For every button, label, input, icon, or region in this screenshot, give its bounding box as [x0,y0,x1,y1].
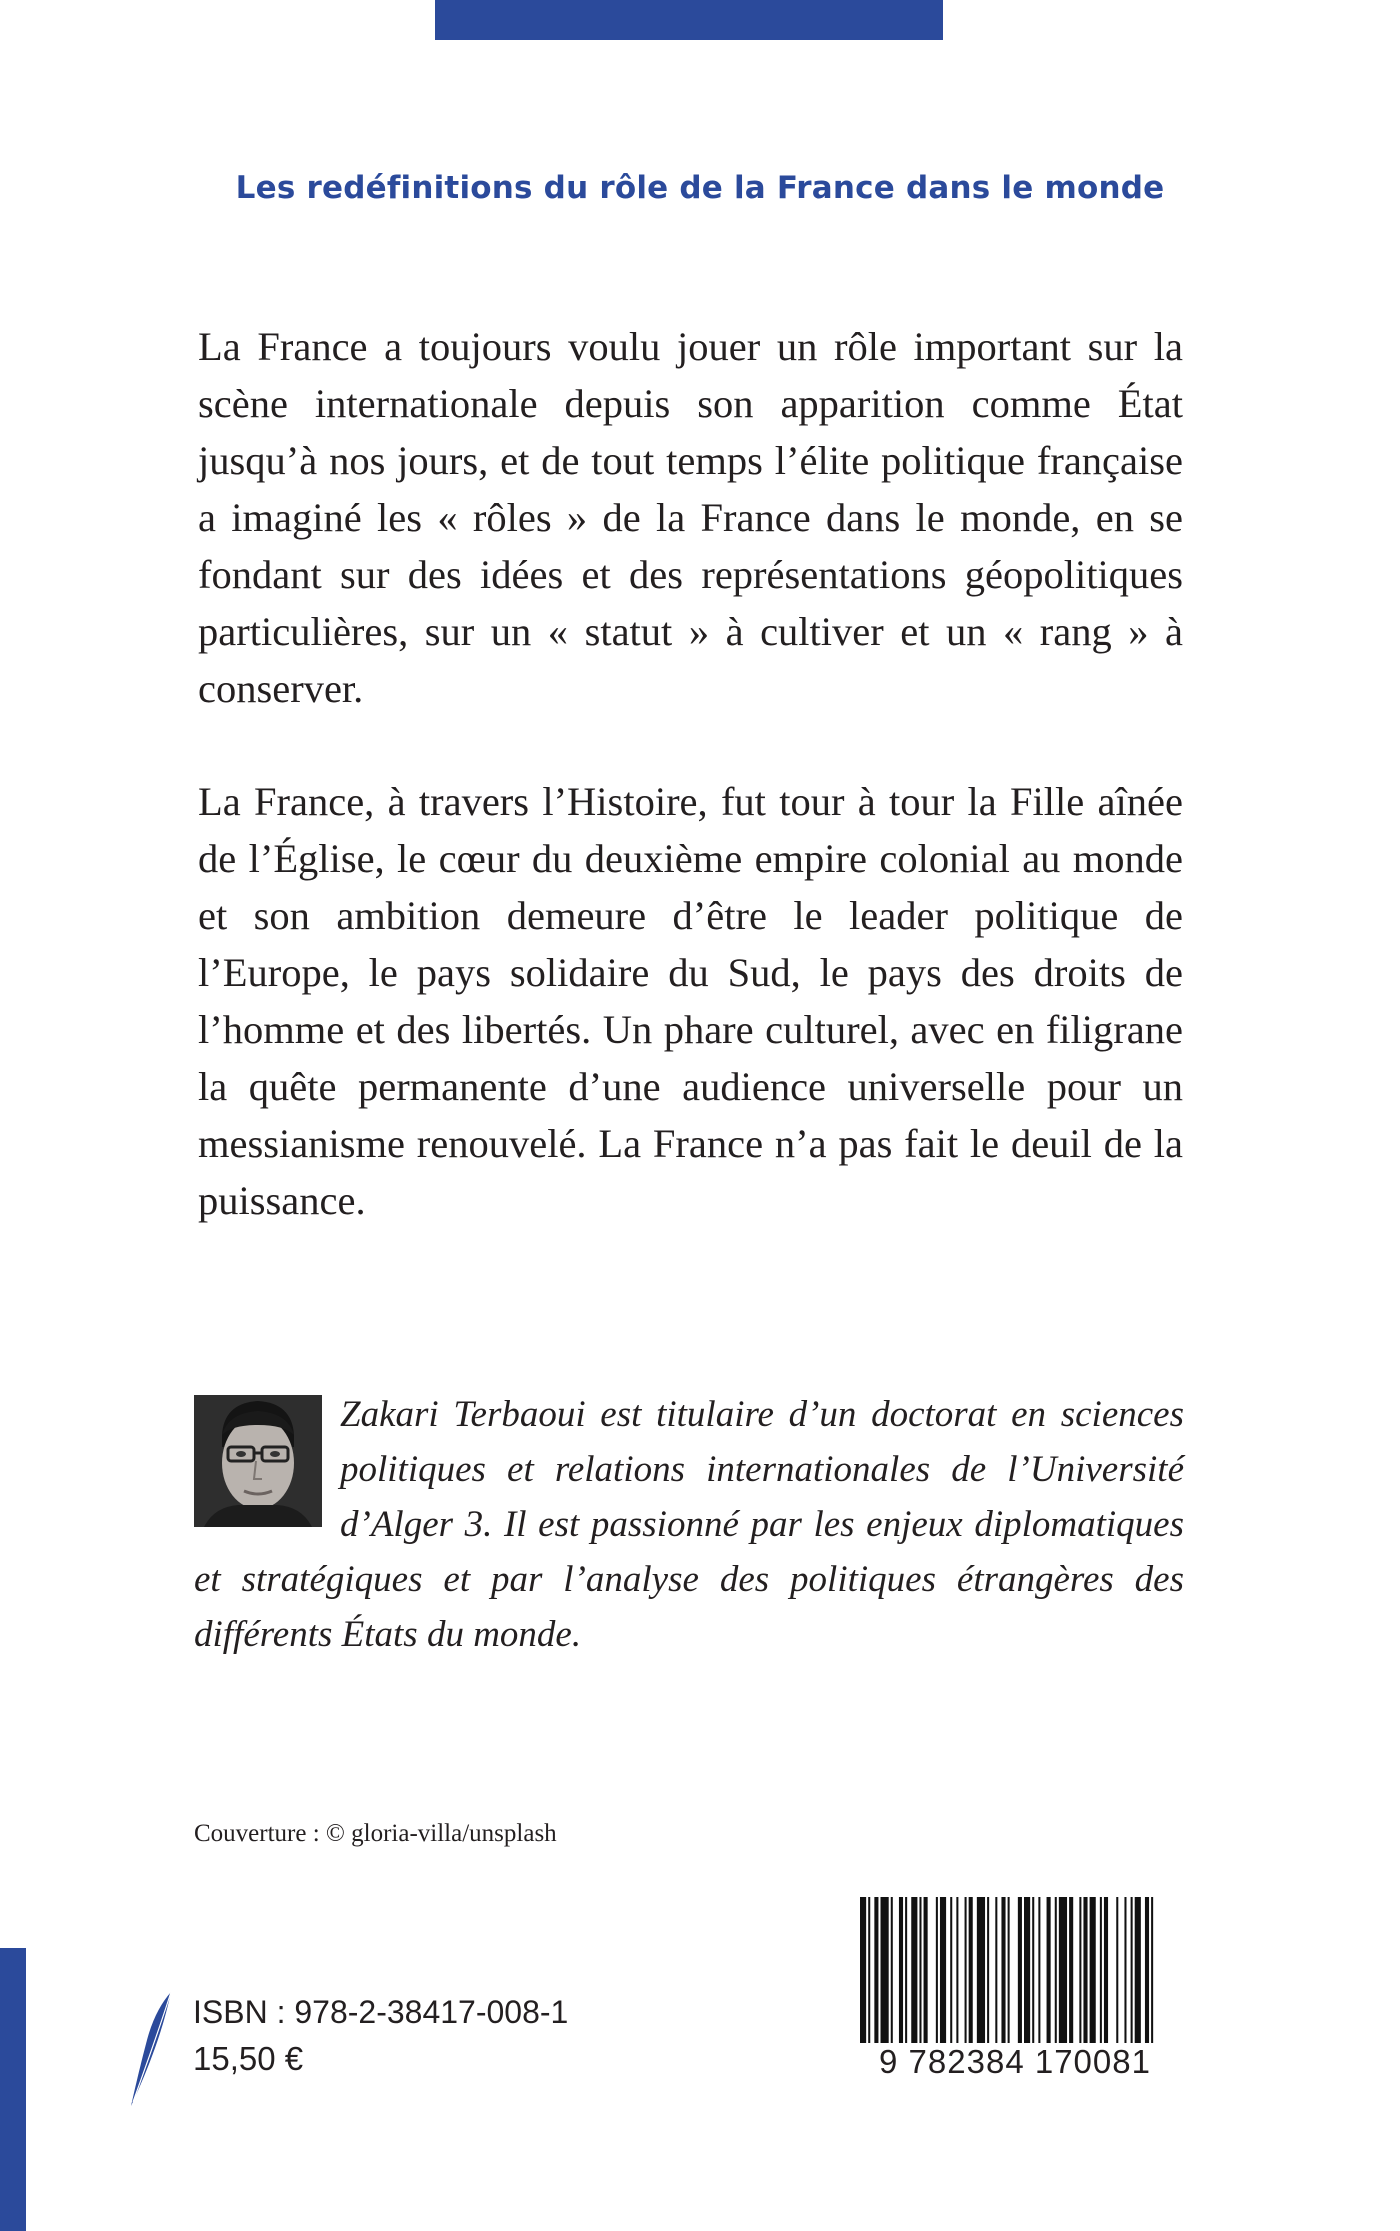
barcode-bar [950,1897,952,2047]
barcode-bar [1090,1897,1096,2047]
book-title: Les redéfinitions du rôle de la France dans le monde [235,170,1165,206]
barcode-bar [1047,1897,1051,2047]
barcode-bar [905,1897,907,2047]
barcode-bar [868,1897,870,2047]
barcode-bar [891,1897,893,2047]
author-bio-block [194,1387,1184,1662]
barcode-bar [899,1897,903,2047]
top-accent-bar [435,0,943,40]
barcode-bar [881,1897,889,2047]
left-accent-bar [0,1948,26,2231]
barcode-bar [1069,1897,1073,2047]
barcode-bar [969,1897,973,2047]
barcode-bar [977,1897,985,2047]
barcode-bar [1032,1897,1034,2047]
barcode-bar [936,1897,938,2047]
barcode-bar [1131,1897,1133,2047]
barcode-bar [1055,1897,1057,2047]
author-bio: Zakari Terbaoui est titulaire d’un doctorat en sciences politiques et relations internationales de l’Université d’Alger 3. Il est passionné par les enjeux diplomatiques et stratégiques et par l’analyse des politiques étrangères des différents États du monde. [194,1394,1184,1655]
barcode-bar [987,1897,989,2047]
barcode-bar [1151,1897,1153,2047]
cover-credit: Couverture : © gloria-villa/unsplash [194,1820,557,1847]
barcode-bar [924,1897,928,2047]
barcode-bar [1083,1897,1087,2047]
barcode-bar [1024,1897,1030,2047]
barcode-bar [919,1897,921,2047]
barcode-bar [1018,1897,1022,2047]
barcode-bar [1079,1897,1081,2047]
barcode-bar [1104,1897,1108,2047]
barcode-bar [860,1897,866,2047]
feather-logo-icon [125,1990,175,2110]
summary-paragraph-1: La France a toujours voulu jouer un rôle important sur la scène internationale depuis son apparition comme État jusqu’à nos jours, et de tout temps l’élite politique française a imaginé les « rôles » de la France dans le monde, en se fondant sur des idées et des représentations géopolitiques particulières, sur un « statut » à cultiver et un « rang » à conserver. [198,324,1183,711]
barcode-bar [1124,1897,1126,2047]
barcode-bar [1038,1897,1040,2047]
barcode-bar [911,1897,917,2047]
isbn: ISBN : 978-2-38417-008-1 [193,1994,569,2030]
barcode-bar [1145,1897,1149,2047]
barcode-bar [956,1897,958,2047]
barcode-bar [1116,1897,1118,2047]
barcode-digits: 9 782384 170081 [848,2043,1182,2081]
barcode-bar [940,1897,946,2047]
barcode-bar [995,1897,997,2047]
barcode-bar [1135,1897,1141,2047]
summary-paragraph-2: La France, à travers l’Histoire, fut tour à tour la Fille aînée de l’Église, le cœur du deuxième empire colonial au monde et son ambition demeure d’être le leader politique de l’Europe, le pays solidaire du Sud, le pays des droits de l’homme et des libertés. Un phare culturel, avec en filigrane la quête permanente d’une audience universelle pour un messianisme renouvelé. La France n’a pas fait le deuil de la puissance. [198,779,1183,1223]
barcode-bar [1008,1897,1010,2047]
barcode-bar [1059,1897,1067,2047]
barcode-bar [874,1897,878,2047]
barcode-bar [965,1897,967,2047]
barcode-bar [1001,1897,1005,2047]
barcode-bar [1100,1897,1102,2047]
price: 15,50 € [193,2040,304,2077]
